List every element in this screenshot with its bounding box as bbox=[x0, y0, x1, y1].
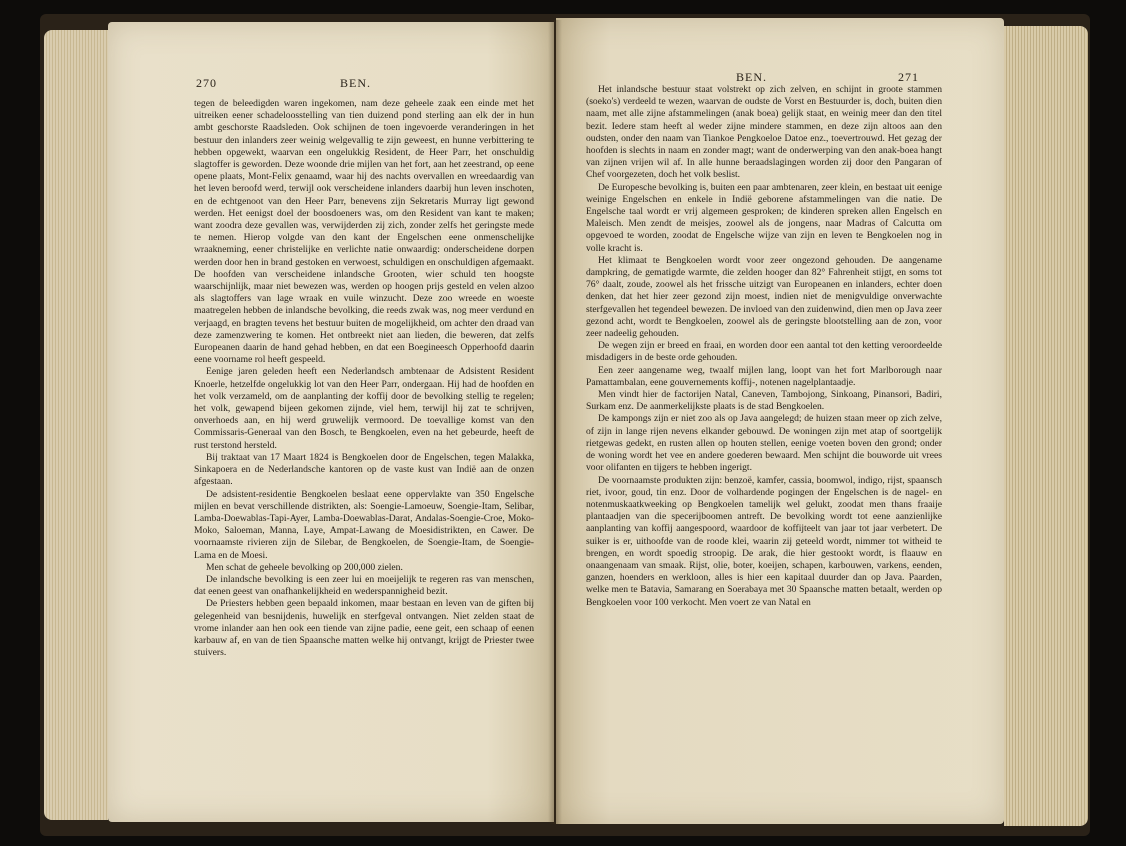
right-paragraph-1: Het inlandsche bestuur staat volstrekt op zich zelven, en schijnt in groote stammen (soeko's) verdeeld te wezen, waarvan de oudste de Vorst en Bestuurder is, doch, buiten dien naam, met alle zijne afstammelingen (anak boea) gelijk staat, en weinig meer dan den titel bezit. Iedere stam heeft al weder zijne mindere stammen, en deze zijn altoos aan den oudsten, onder den naam van Tiankoe Pengkoeloe Datoe enz., toevertrouwd. Het gezag der hoofden is slechts in naam en zonder magt; want de onderwerping van den anak-boea hangt van zijnen vrijen wil af. In alle hunne beraadslagingen worden zij door den Pangaran of Chef voorgezeten, doch het volk beslist. bbox=[586, 84, 942, 181]
left-running-head: BEN. bbox=[340, 76, 371, 90]
left-paragraph-1: tegen de beleedigden waren ingekomen, nam deze geheele zaak een einde met het uitreiken eener schadeloosstelling van tien duizend pond sterling aan elk der in hun ambt geschorste Raadsleden. Ook schijnen de toen ingevoerde veranderingen in het bestuur den inlanders zeer weinig welgevallig te zijn geweest, en hunne verbittering te hebben opgewekt, waarvan een ongelukkig Resident, de Heer Parr, het onschuldig slagtoffer is geworden. Deze woonde drie mijlen van het fort, aan het zeestrand, op eene opene plaats, Mont-Felix genaamd, waar hij des nachts overvallen en wreedaardig van het leven beroofd werd, terwijl ook verscheidene inlanders daarbij hun leven inschoten, en de echtgenoot van den Heer Parr, benevens zijn Sekretaris Murray ligt gewond werden. Het eenigst doel der boosdoeners was, om den Resident van kant te maken; want zoodra deze gevallen was, verwijderden zij zich, zonder zelfs het geringste mede te nemen. Hierop volgde van den kant der Engelschen eene onmenschelijke wraakneming, eener christelijke en verlichte natie onwaardig: onderscheidene dorpen werden door hen in brand gestoken en verwoest, schuldigen en onschuldigen afgemaakt. De hoofden van verscheidene inlandsche Grooten, wier schuld ten hoogste waarschijnlijk, maar niet bewezen was, werden op hoogen prijs gesteld en velen alzoo als slagtoffers van lage wraak en vuile winzucht. Deze zoo wreede en woeste maatregelen hebben de inlandsche bevolking, die reeds zwak was, nog meer verdund en verjaagd, en bragten tevens het bestuur buiten de mogelijkheid, om achter den draad van deze zamenzwering te komen. Het ontbreekt niet aan lieden, die beweren, dat zelfs Europeanen daarin de hand gehad hebben, en dat een Boegineesch Opperhoofd daarin eene voorname rol heeft gespeeld. bbox=[194, 98, 534, 366]
left-page-edges bbox=[44, 30, 108, 820]
right-paragraph-6: Men vindt hier de factorijen Natal, Caneven, Tambojong, Sinkoang, Pinansori, Badiri, Surkam enz. De aanmerkelijkste plaats is de stad Bengkoelen. bbox=[586, 389, 942, 413]
left-paragraph-4: De adsistent-residentie Bengkoelen beslaat eene oppervlakte van 350 Engelsche mijlen en bevat verschillende distrikten, als: Soengie-Lamoeuw, Soengie-Itam, Selibar, Lamba-Doewablas-Tapi-Ayer, Lamba-Doewablas-Darat, Andalas-Soengie-Croe, Moko-Moko, Saloeman, Manna, Laye, Ampat-Lawang de Moesidistrikten, en Cawer. De voornaamste rivieren zijn de Silebar, de Bengkoelen, de Soengie-Itam, de Soengie-Lama en de Moesi. bbox=[194, 488, 534, 561]
left-paragraph-6: De inlandsche bevolking is een zeer lui en moeijelijk te regeren ras van menschen, dat eenen geest van onafhankelijkheid en wederspannigheid bezit. bbox=[194, 573, 534, 598]
left-paragraph-3: Bij traktaat van 17 Maart 1824 is Bengkoelen door de Engelschen, tegen Malakka, Sinkapoera en de Nederlandsche kantoren op de vaste kust van Indië aan de onzen afgestaan. bbox=[194, 451, 534, 488]
right-running-head: BEN. bbox=[736, 70, 767, 84]
left-page bbox=[108, 22, 554, 822]
right-paragraph-8: De voornaamste produkten zijn: benzoë, kamfer, cassia, boomwol, indigo, rijst, spaansch riet, ivoor, goud, tin enz. Door de volhardende pogingen der Engelschen is de nagel- en notenmuskaatkweeking op Bengkoelen tamelijk wel gelukt, zoodat men thans fraaije plantaadjen van die specerijboomen antreft. De bevolking wordt tot eene aanzienlijke aanplanting van koffij aangespoord, waardoor de koffijteelt van jaar tot jaar verbetert. De suiker is er, uithoofde van de roode klei, waarin zij geteeld wordt, nimmer tot witheid te brengen, en wordt spoedig stroopig. De arak, die hier gestookt wordt, is flaauw en onaangenaam van smaak. Rijst, olie, boter, koeijen, schapen, karbouwen, varkens, eenden, ganzen, hoenders en werkloon, alles is hier een kapitaal duurder dan op Java. Paarden, welke men te Batavia, Samarang en Soerabaya met 30 Spaansche matten betaalt, werden op Bengkoelen voor 100 verkocht. Men voert ze van Natal en bbox=[586, 474, 942, 608]
right-page-edges bbox=[1004, 26, 1088, 826]
left-page-body bbox=[194, 98, 534, 659]
left-page-number: 270 bbox=[196, 76, 217, 90]
right-page-body bbox=[586, 84, 942, 609]
left-paragraph-2: Eenige jaren geleden heeft een Nederlandsch ambtenaar de Adsistent Resident Knoerle, hetzelfde ongelukkig lot van den Heer Parr, ondergaan. Hij had de hoofden en het volk verzameld, om de aanplanting der koffij door de bevolking stellig te regelen; het volk, gewapend bijeen gekomen zijnde, viel hem, terwijl hij zat te schrijven, onverhoeds aan, en hij werd gruwelijk vermoord. De toevallige komst van den Commissaris-Generaal van den Bosch, te Bengkoelen, even na het gebeurde, heeft de rust terstond hersteld. bbox=[194, 366, 534, 451]
right-paragraph-2: De Europesche bevolking is, buiten een paar ambtenaren, zeer klein, en bestaat uit eenige weinige Engelschen en enkele in Indië geborene afstammelingen van die natie. De Engelsche taal wordt er vrij algemeen gesproken; de kinderen spreken allen Engelsch en Maleisch. Men zendt de meisjes, zoowel als de jongens, naar Madras of Calcutta om opgevoed te worden, zoodat de Engelsche wijze van zijn en leven te Bengkoelen nog in volle kracht is. bbox=[586, 181, 942, 254]
left-paragraph-7: De Priesters hebben geen bepaald inkomen, maar bestaan en leven van de giften bij gelegenheid van besnijdenis, huwelijk en sterfgeval ontvangen. Niet zelden staat de vrome inlander aan hen ook een tiende van zijne padie, eene geit, een schaap of eenen karbauw af, en van de tien Spaansche matten welke hij ontvangt, krijgt de Priester twee stuivers. bbox=[194, 598, 534, 659]
right-paragraph-3: Het klimaat te Bengkoelen wordt voor zeer ongezond gehouden. De aangename dampkring, de gematigde warmte, die zelden hooger dan 82° Fahrenheit stijgt, en soms tot 76° daalt, zoude, zoowel als het frissche uitzigt van Europeanen en inlanders, echter doen denken, dat het hier zeer gezond zijn moest, indien niet de menigvuldige onverwachte sterfgevallen het tegendeel bewezen. De invloed van den zuidenwind, dien men op Java zeer gezond acht, wordt te Bengkoelen, zoowel als de geringste blootstelling aan de zon, voor zeer nadeelig gehouden. bbox=[586, 254, 942, 340]
right-page-number: 271 bbox=[898, 70, 919, 84]
right-paragraph-4: De wegen zijn er breed en fraai, en worden door een aantal tot den ketting veroordeelde misdadigers in de beste orde gehouden. bbox=[586, 340, 942, 364]
left-paragraph-5: Men schat de geheele bevolking op 200,000 zielen. bbox=[206, 561, 403, 573]
right-paragraph-7: De kampongs zijn er niet zoo als op Java aangelegd; de huizen staan meer op zich zelve, of zijn in lange rijen nevens elkander gebouwd. De woningen zijn met atap of soortgelijk rietgewas gedekt, en rusten allen op houten stellen, eenige voeten boven den grond; onder de woning wordt het vee en andere goederen bewaard. Men schijnt die bouworde uit vrees voor olifanten en tijgers te hebben ingerigt. bbox=[586, 413, 942, 474]
right-page bbox=[556, 18, 1004, 824]
book-gutter bbox=[548, 20, 562, 824]
right-paragraph-5: Een zeer aangename weg, twaalf mijlen lang, loopt van het fort Marlborough naar Pamattambalan, eene gouvernements koffij-, notenen nagelplantaadje. bbox=[586, 364, 942, 388]
